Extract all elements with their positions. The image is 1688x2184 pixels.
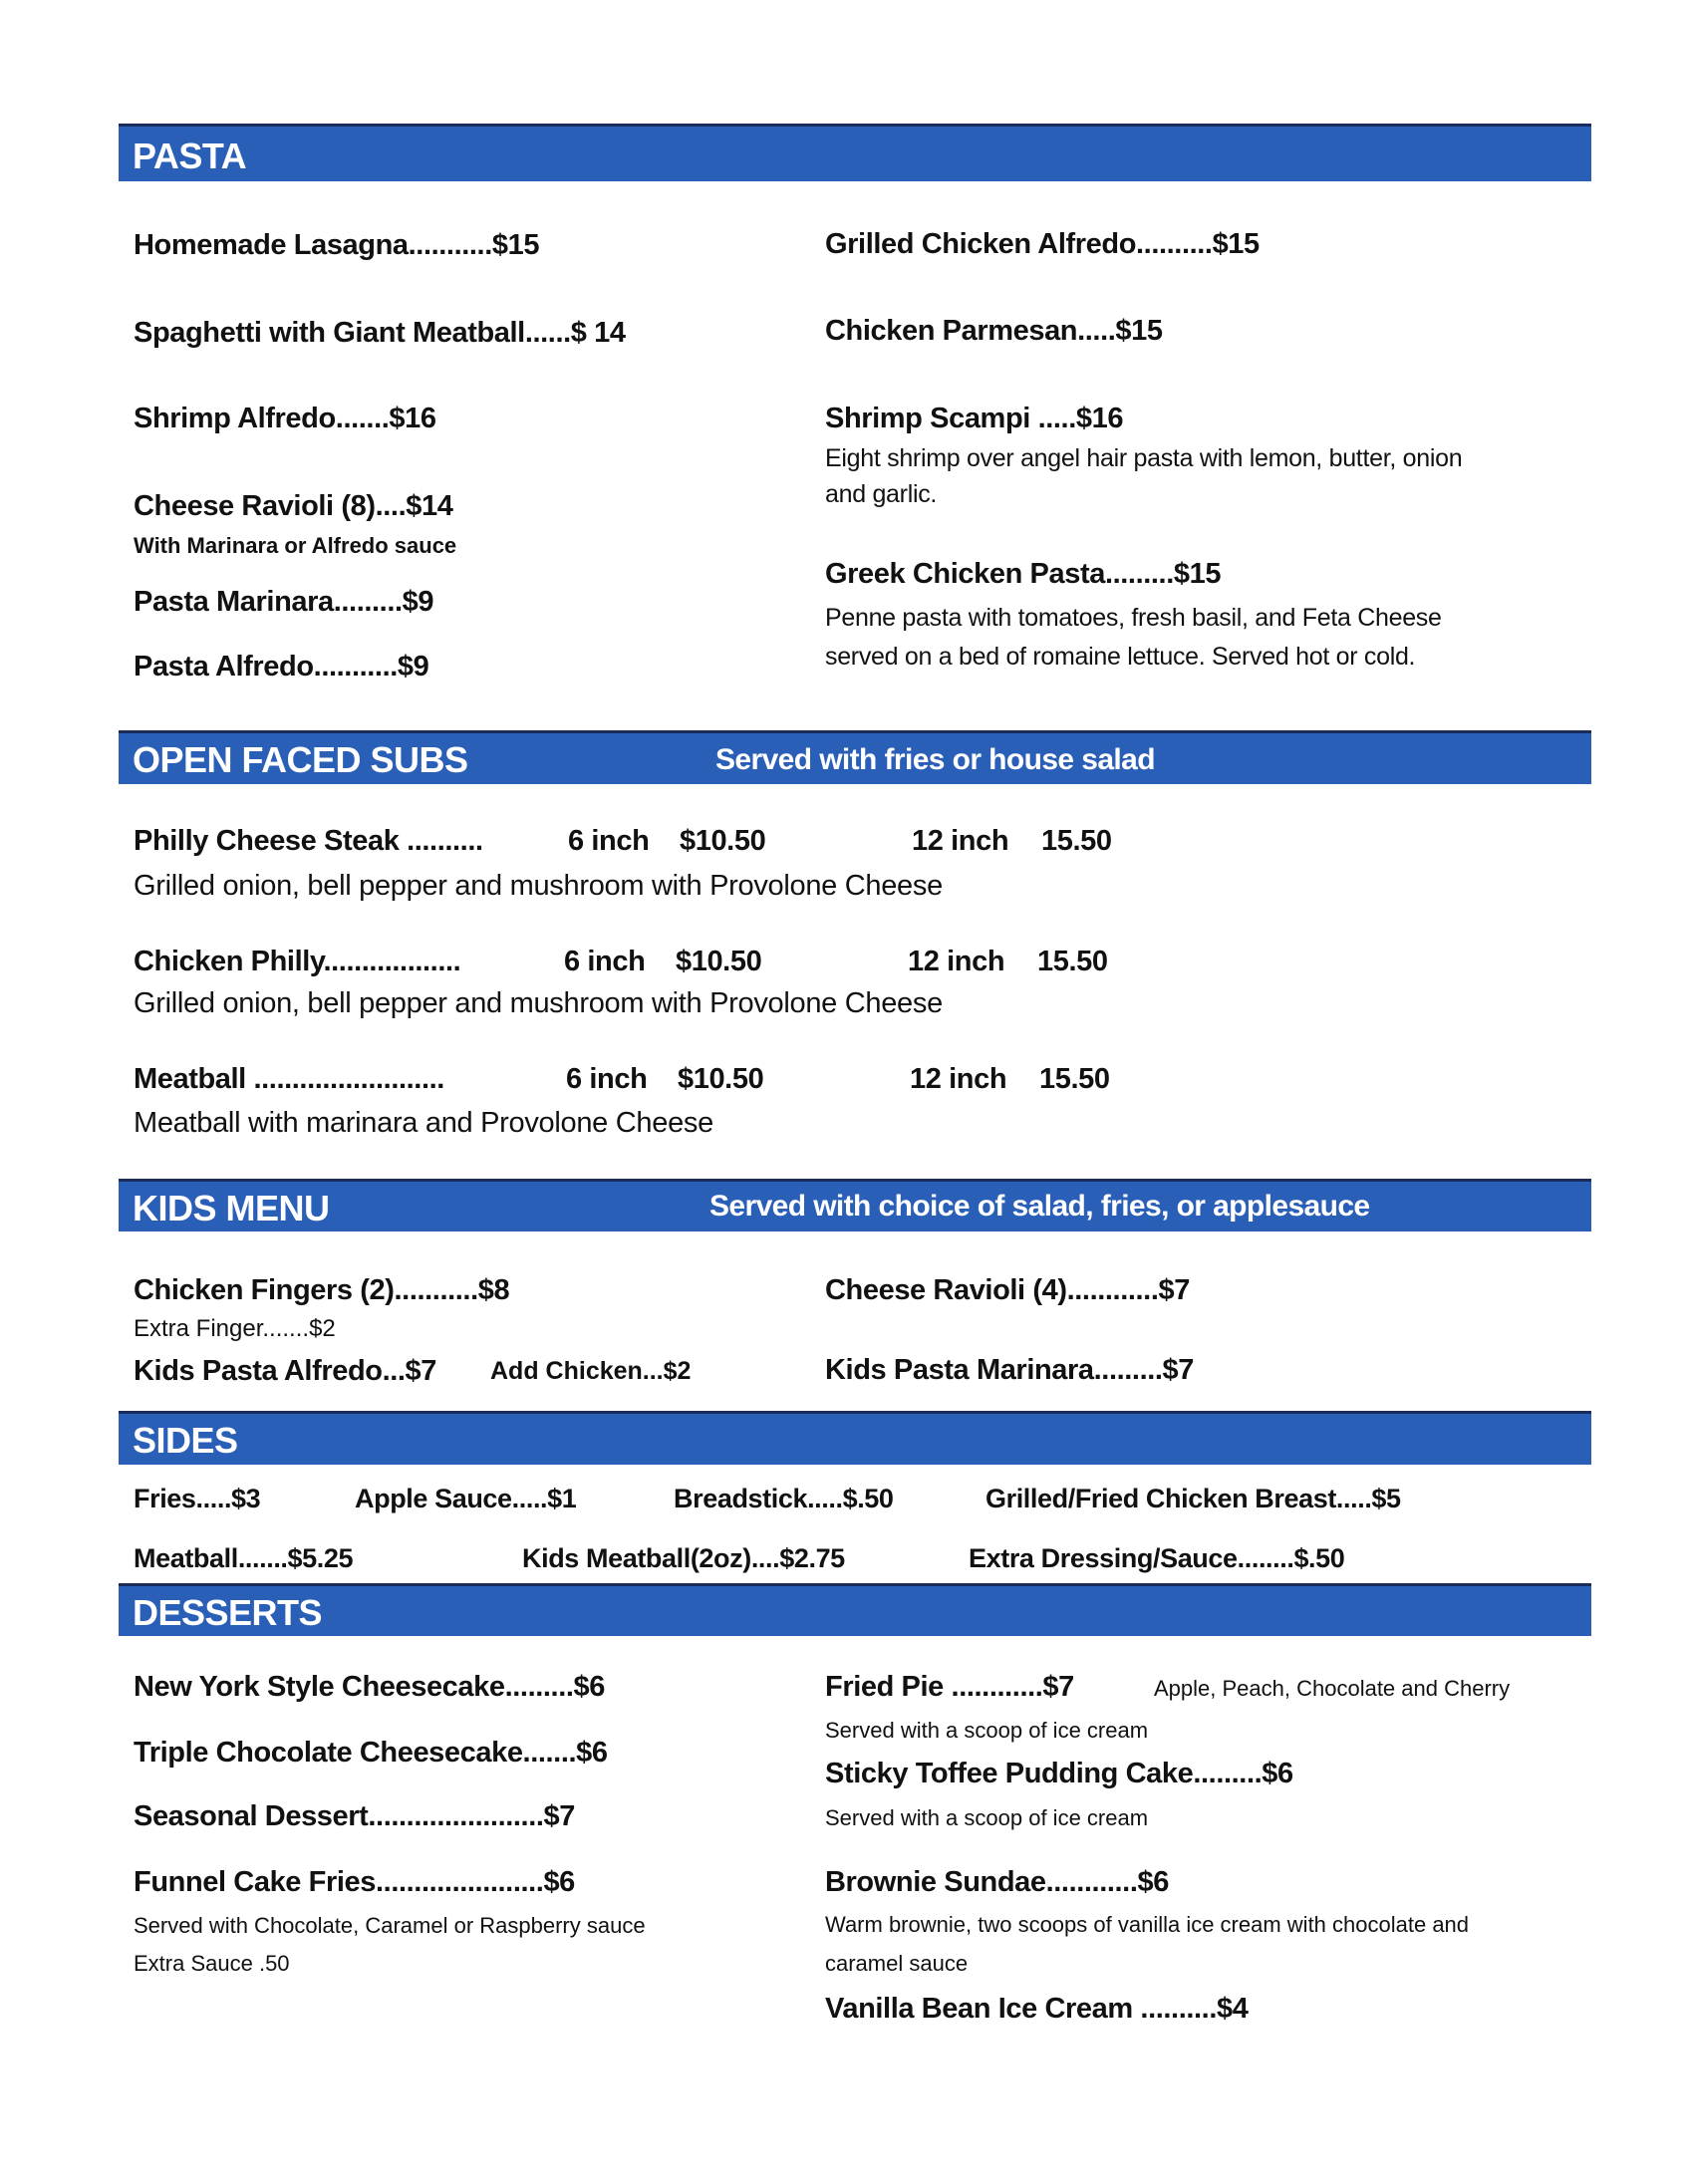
menu-item: Brownie Sundae............$6 bbox=[825, 1866, 1169, 1898]
section-title: PASTA bbox=[133, 136, 247, 176]
menu-item: Homemade Lasagna...........$15 bbox=[134, 229, 540, 261]
section-subtitle: Served with fries or house salad bbox=[715, 743, 1155, 776]
item-description: Served with a scoop of ice cream bbox=[825, 1805, 1149, 1830]
side-item: Fries.....$3 bbox=[134, 1484, 261, 1513]
item-description: Grilled onion, bell pepper and mushroom with Provolone Cheese bbox=[134, 870, 943, 902]
desserts-header bbox=[119, 1583, 1591, 1636]
item-description: caramel sauce bbox=[825, 1951, 969, 1976]
side-item: Meatball.......$5.25 bbox=[134, 1543, 354, 1573]
pasta-header bbox=[119, 124, 1591, 181]
size-6: 6 inch bbox=[568, 825, 650, 857]
item-note: Extra Finger.......$2 bbox=[134, 1315, 336, 1342]
menu-item: Shrimp Scampi .....$16 bbox=[825, 403, 1124, 434]
item-note: Extra Sauce .50 bbox=[134, 1951, 290, 1976]
section-title: KIDS MENU bbox=[133, 1188, 330, 1228]
menu-item: Shrimp Alfredo.......$16 bbox=[134, 403, 436, 434]
item-description: Meatball with marinara and Provolone Cheese bbox=[134, 1107, 713, 1139]
menu-item: Seasonal Dessert.......................$7 bbox=[134, 1800, 575, 1832]
sides-header bbox=[119, 1411, 1591, 1465]
price-12: 15.50 bbox=[1039, 1063, 1110, 1095]
section-subtitle: Served with choice of salad, fries, or applesauce bbox=[709, 1190, 1370, 1223]
menu-item: Cheese Ravioli (8)....$14 bbox=[134, 490, 453, 522]
size-12: 12 inch bbox=[908, 946, 1005, 977]
size-6: 6 inch bbox=[564, 946, 646, 977]
menu-item: Greek Chicken Pasta.........$15 bbox=[825, 558, 1222, 590]
sub-item: Chicken Philly.................. bbox=[134, 946, 461, 977]
item-note: With Marinara or Alfredo sauce bbox=[134, 533, 457, 558]
section-title: SIDES bbox=[133, 1420, 238, 1461]
menu-item: New York Style Cheesecake.........$6 bbox=[134, 1671, 605, 1703]
item-description: Served with Chocolate, Caramel or Raspberry sauce bbox=[134, 1913, 646, 1938]
price-6: $10.50 bbox=[680, 825, 766, 857]
sub-item: Philly Cheese Steak .......... bbox=[134, 825, 483, 857]
kids-header bbox=[119, 1179, 1591, 1231]
menu-item: Triple Chocolate Cheesecake.......$6 bbox=[134, 1737, 608, 1769]
menu-item: Pasta Marinara.........$9 bbox=[134, 586, 434, 618]
side-item: Extra Dressing/Sauce........$.50 bbox=[969, 1543, 1345, 1573]
item-addon: Add Chicken...$2 bbox=[490, 1357, 692, 1385]
item-description: Penne pasta with tomatoes, fresh basil, and Feta Cheese bbox=[825, 604, 1442, 632]
side-item: Grilled/Fried Chicken Breast.....$5 bbox=[985, 1484, 1401, 1513]
side-item: Kids Meatball(2oz)....$2.75 bbox=[522, 1543, 845, 1573]
menu-item: Vanilla Bean Ice Cream ..........$4 bbox=[825, 1993, 1249, 2025]
size-12: 12 inch bbox=[912, 825, 1009, 857]
price-6: $10.50 bbox=[676, 946, 762, 977]
menu-item: Chicken Fingers (2)...........$8 bbox=[134, 1274, 510, 1306]
price-6: $10.50 bbox=[678, 1063, 764, 1095]
item-description: and garlic. bbox=[825, 480, 938, 508]
menu-item: Cheese Ravioli (4)............$7 bbox=[825, 1274, 1190, 1306]
item-description: Grilled onion, bell pepper and mushroom with Provolone Cheese bbox=[134, 987, 943, 1019]
section-title: OPEN FACED SUBS bbox=[133, 739, 468, 780]
item-flavors: Apple, Peach, Chocolate and Cherry bbox=[1154, 1676, 1511, 1701]
side-item: Breadstick.....$.50 bbox=[674, 1484, 894, 1513]
item-description: served on a bed of romaine lettuce. Served hot or cold. bbox=[825, 643, 1416, 671]
menu-item: Grilled Chicken Alfredo..........$15 bbox=[825, 228, 1260, 260]
menu-item: Pasta Alfredo...........$9 bbox=[134, 651, 429, 682]
size-12: 12 inch bbox=[910, 1063, 1007, 1095]
sub-item: Meatball ......................... bbox=[134, 1063, 444, 1095]
menu-item: Kids Pasta Marinara.........$7 bbox=[825, 1354, 1194, 1386]
item-description: Eight shrimp over angel hair pasta with lemon, butter, onion bbox=[825, 444, 1463, 472]
menu-item: Kids Pasta Alfredo...$7 bbox=[134, 1355, 436, 1387]
subs-header bbox=[119, 730, 1591, 784]
item-description: Warm brownie, two scoops of vanilla ice cream with chocolate and bbox=[825, 1912, 1470, 1937]
menu-item: Funnel Cake Fries......................$6 bbox=[134, 1866, 575, 1898]
menu-item: Fried Pie ............$7 bbox=[825, 1671, 1074, 1703]
price-12: 15.50 bbox=[1037, 946, 1108, 977]
side-item: Apple Sauce.....$1 bbox=[355, 1484, 577, 1513]
menu-item: Chicken Parmesan.....$15 bbox=[825, 315, 1163, 347]
section-title: DESSERTS bbox=[133, 1592, 323, 1633]
size-6: 6 inch bbox=[566, 1063, 648, 1095]
menu-item: Sticky Toffee Pudding Cake.........$6 bbox=[825, 1758, 1293, 1789]
menu-item: Spaghetti with Giant Meatball......$ 14 bbox=[134, 317, 626, 349]
price-12: 15.50 bbox=[1041, 825, 1112, 857]
item-description: Served with a scoop of ice cream bbox=[825, 1718, 1149, 1743]
